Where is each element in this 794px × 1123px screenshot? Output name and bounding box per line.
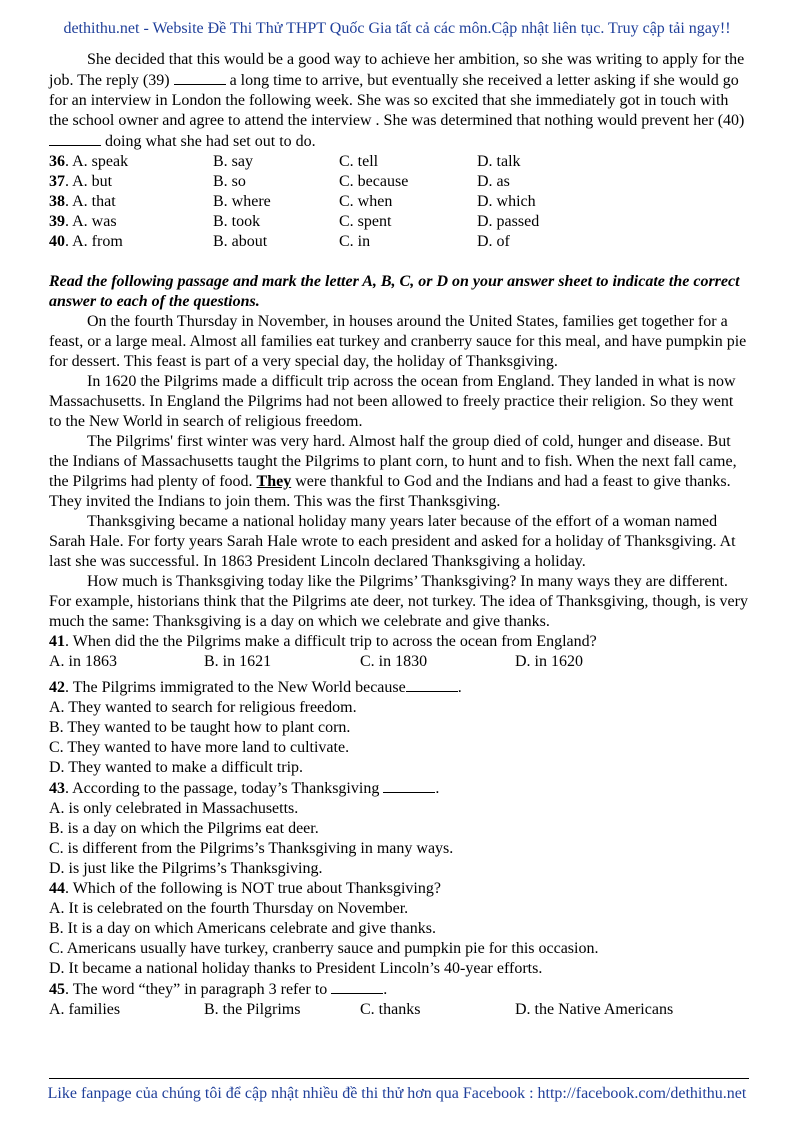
question-number: 40 [49,233,65,250]
question-44-option-d: D. It became a national holiday thanks to President Lincoln’s 40-year efforts. [49,960,543,977]
option-c: C. tell [339,153,379,170]
paragraph-3-text-1: The Pilgrims' first winter was very hard. Almost half the group died of cold, hunger and disease. But the Indians of Massachusetts taught the Pilgrims to plant corn, to hunt and to fish. When the next fall came, the Pilgrims had plenty of food. [49,433,737,490]
cloze-text-2: a long time to arrive, but eventually she received a letter asking if she would go for an interview in London the following week. She was so excited that she immediately got in touch with the school owner and agree to attend the interview . She was determined that nothing would prevent her (40) [49,72,745,129]
option-d: D. of [477,233,510,250]
question-number: 41 [49,633,65,650]
question-number: 38 [49,193,65,210]
option-c: C. in [339,233,371,250]
cloze-passage [49,50,749,152]
question-42-stem: 42. The Pilgrims immigrated to the New World because . [49,679,462,696]
question-number: 42 [49,679,65,696]
question-40 [49,232,749,252]
question-number: 36 [49,153,65,170]
cloze-questions [49,152,749,252]
option-c: C. thanks [360,1001,421,1018]
question-44-option-c: C. Americans usually have turkey, cranberry sauce and pumpkin pie for this occasion. [49,940,599,957]
option-b: B. so [213,173,246,190]
page-footer[interactable]: Like fanpage của chúng tôi để cập nhật nhiều đề thi thử hơn qua Facebook : http://facebook.com/dethithu.net [47,1085,747,1102]
question-45-stem: 45. The word “they” in paragraph 3 refer to . [49,981,388,998]
option-d: D. which [477,193,536,210]
reading-paragraph-3 [49,432,749,512]
option-c: C. in 1830 [360,653,428,670]
reading-paragraph-1: On the fourth Thursday in November, in houses around the United States, families get together for a feast, or a large meal. Almost all families eat turkey and cranberry sauce for this meal, and have pumpkin pie for dessert. This feast is part of a very special day, the holiday of Thanksgiving. [49,313,747,370]
option-d: D. the Native Americans [515,1001,674,1018]
option-b: B. in 1621 [204,653,272,670]
option-a: . A. but [65,173,113,190]
blank-39 [174,70,226,85]
option-d: D. in 1620 [515,653,583,670]
blank-45 [331,979,383,994]
question-number: 43 [49,780,65,797]
question-44-stem: 44. Which of the following is NOT true about Thanksgiving? [49,880,441,897]
option-b: B. about [213,233,268,250]
option-a: . A. that [65,193,116,210]
question-45-options [49,1000,749,1020]
footer-divider [49,1078,749,1079]
option-b: B. say [213,153,253,170]
question-number: 44 [49,880,65,897]
option-c: C. when [339,193,393,210]
question-41-options [49,652,749,672]
option-b: B. took [213,213,261,230]
reading-paragraph-4: Thanksgiving became a national holiday many years later because of the effort of a woman named Sarah Hale. For forty years Sarah Hale wrote to each president and asked for a holiday of Thanksgiving. At last she was successful. In 1863 President Lincoln declared Thanksgiving a holiday. [49,513,736,570]
page-header[interactable]: dethithu.net - Website Đề Thi Thử THPT Quốc Gia tất cả các môn.Cập nhật liên tục. Truy cập tải ngay!! [63,20,731,37]
question-39 [49,212,749,232]
reading-instruction: Read the following passage and mark the letter A, B, C, or D on your answer sheet to indicate the correct answer to each of the questions. [49,273,740,310]
option-d: D. passed [477,213,540,230]
question-44-option-b: B. It is a day on which Americans celebrate and give thanks. [49,920,436,937]
question-44-option-a: A. It is celebrated on the fourth Thursday on November. [49,900,409,917]
question-43-stem: 43. According to the passage, today’s Thanksgiving . [49,780,440,797]
option-d: D. talk [477,153,521,170]
question-38 [49,192,749,212]
question-42-option-a: A. They wanted to search for religious freedom. [49,699,357,716]
option-c: C. spent [339,213,392,230]
blank-42 [406,677,458,692]
question-number: 45 [49,981,65,998]
option-a: . A. speak [65,153,129,170]
question-number: 39 [49,213,65,230]
cloze-text-3: doing what she had set out to do. [101,133,316,150]
option-a: A. in 1863 [49,653,117,670]
blank-40 [49,131,101,146]
question-43-option-b: B. is a day on which the Pilgrims eat deer. [49,820,319,837]
question-42-option-c: C. They wanted to have more land to cultivate. [49,739,350,756]
option-a: . A. was [65,213,117,230]
reading-paragraph-2: In 1620 the Pilgrims made a difficult trip across the ocean from England. They landed in what is now Massachusetts. In England the Pilgrims had not been allowed to freely practice their religion. So they went to the New World in search of religious freedom. [49,373,736,430]
question-number: 37 [49,173,65,190]
underlined-word-they: They [256,473,292,490]
option-d: D. as [477,173,510,190]
question-36 [49,152,749,172]
option-b: B. the Pilgrims [204,1001,301,1018]
question-43-option-d: D. is just like the Pilgrims’s Thanksgiving. [49,860,323,877]
exam-content [49,50,749,1020]
question-42-option-d: D. They wanted to make a difficult trip. [49,759,304,776]
question-43-option-c: C. is different from the Pilgrims’s Thanksgiving in many ways. [49,840,454,857]
blank-43 [383,778,435,793]
option-b: B. where [213,193,271,210]
paragraph-3-text-2: were thankful to God and the Indians and had a feast to give thanks. They invited the Indians to join them. This was the first Thanksgiving. [49,473,731,510]
option-a: A. families [49,1001,121,1018]
question-37 [49,172,749,192]
reading-paragraph-5: How much is Thanksgiving today like the Pilgrims’ Thanksgiving? In many ways they are different. For example, historians think that the Pilgrims ate deer, not turkey. The idea of Thanksgiving, though, is very much the same: Thanksgiving is a day on which we celebrate and give thanks. [49,573,748,630]
question-42-option-b: B. They wanted to be taught how to plant corn. [49,719,351,736]
option-c: C. because [339,173,409,190]
question-43-option-a: A. is only celebrated in Massachusetts. [49,800,299,817]
option-a: . A. from [65,233,123,250]
question-41-stem: 41. When did the the Pilgrims make a difficult trip to across the ocean from England? [49,633,597,650]
cloze-text-1: She decided that this would be a good way to achieve her ambition, so she was writing to apply for the job. The reply (39) [49,51,745,89]
